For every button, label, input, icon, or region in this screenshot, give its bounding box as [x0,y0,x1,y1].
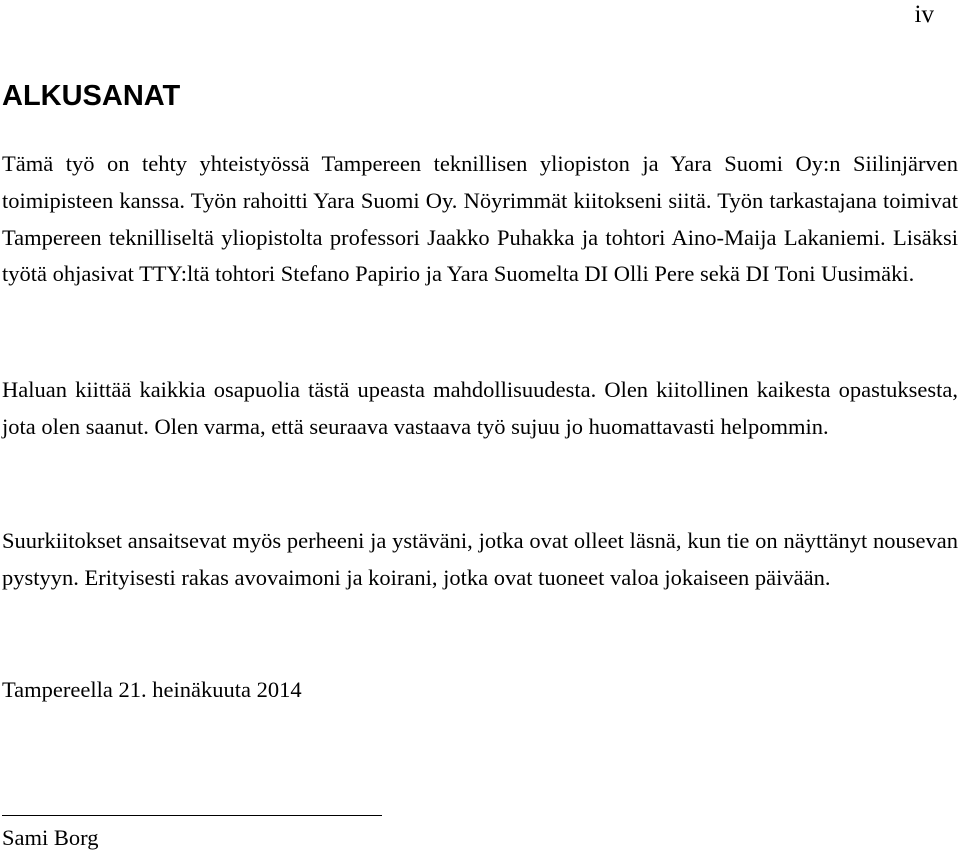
section-heading: ALKUSANAT [2,80,181,112]
paragraph-acknowledgement-2: Haluan kiittää kaikkia osapuolia tästä upeasta mahdollisuudesta. Olen kiitollinen kaikesta opastuksesta, jota olen saanut. Olen varma, että seuraava vastaava työ sujuu jo huomattavasti helpommin. [2,377,958,439]
signature-name: Sami Borg [2,825,99,850]
paragraph-acknowledgement-3: Suurkiitokset ansaitsevat myös perheeni ja ystäväni, jotka ovat olleet läsnä, kun tie on näyttänyt nousevan pystyyn. Erityisesti rakas avovaimoni ja koirani, jotka ovat tuoneet valoa jokaiseen päivään. [2,528,958,590]
place-and-date: Tampereella 21. heinäkuuta 2014 [2,677,302,702]
signature-line [2,815,382,816]
page-number: iv [914,1,934,28]
paragraph-acknowledgement-1: Tämä työ on tehty yhteistyössä Tampereen teknillisen yliopiston ja Yara Suomi Oy:n Siilinjärven toimipisteen kanssa. Työn rahoitti Yara Suomi Oy. Nöyrimmät kiitokseni siitä. Työn tarkastajana toimivat Tampereen teknilliseltä yliopistolta professori Jaakko Puhakka ja tohtori Aino-Maija Lakaniemi. Lisäksi työtä ohjasivat TTY:ltä tohtori Stefano Papirio ja Yara Suomelta DI Olli Pere sekä DI Toni Uusimäki. [2,151,958,287]
